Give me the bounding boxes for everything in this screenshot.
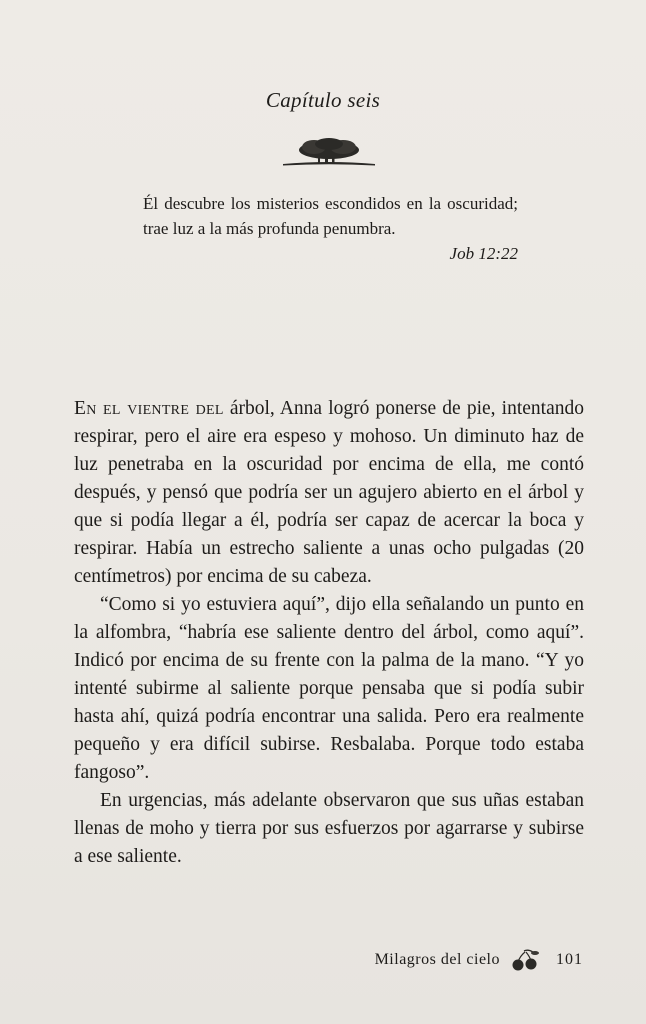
epigraph [143,191,518,266]
paragraph-lead-in: En el vientre del [74,398,224,419]
running-footer [375,948,583,972]
body-text [74,395,584,871]
paragraph-2: “Como si yo estuviera aquí”, dijo ella señalando un punto en la alfombra, “habría ese saliente dentro del árbol, como aquí”. Indicó por encima de su frente con la palma de la mano. “Y yo intenté subirme al saliente porque pensaba que si podía subir hasta ahí, quizá podría encontrar una salida. Pero era realmente pequeño y era difícil subirse. Resbalaba. Porque todo estaba fangoso”. [74,594,584,783]
cherries-icon [508,948,542,972]
paragraph-3: En urgencias, más adelante observaron que sus uñas estaban llenas de moho y tierra por sus esfuerzos por agarrarse y subirse a ese saliente. [74,790,584,867]
paragraph-1-text: árbol, Anna logró ponerse de pie, intentando respirar, pero el aire era espeso y mohoso. Un diminuto haz de luz penetraba en la oscuridad por encima de ella, me contó después, y pensó que podría ser un agujero abierto en el árbol y que si podía llegar a él, podría ser capaz de acercar la boca y respirar. Había un estrecho saliente a unas ocho pulgadas (20 centímetros) por encima de su cabeza. [74,398,584,587]
page-number: 101 [556,951,583,968]
tree-ornament-icon [281,137,377,171]
epigraph-text: Él descubre los misterios escondidos en la oscuridad; trae luz a la más profunda penumbra. [143,194,518,238]
chapter-title: Capítulo seis [265,88,381,112]
book-title: Milagros del cielo [374,951,500,968]
epigraph-source: Job 12:22 [449,244,518,263]
paragraph-1 [74,395,584,591]
